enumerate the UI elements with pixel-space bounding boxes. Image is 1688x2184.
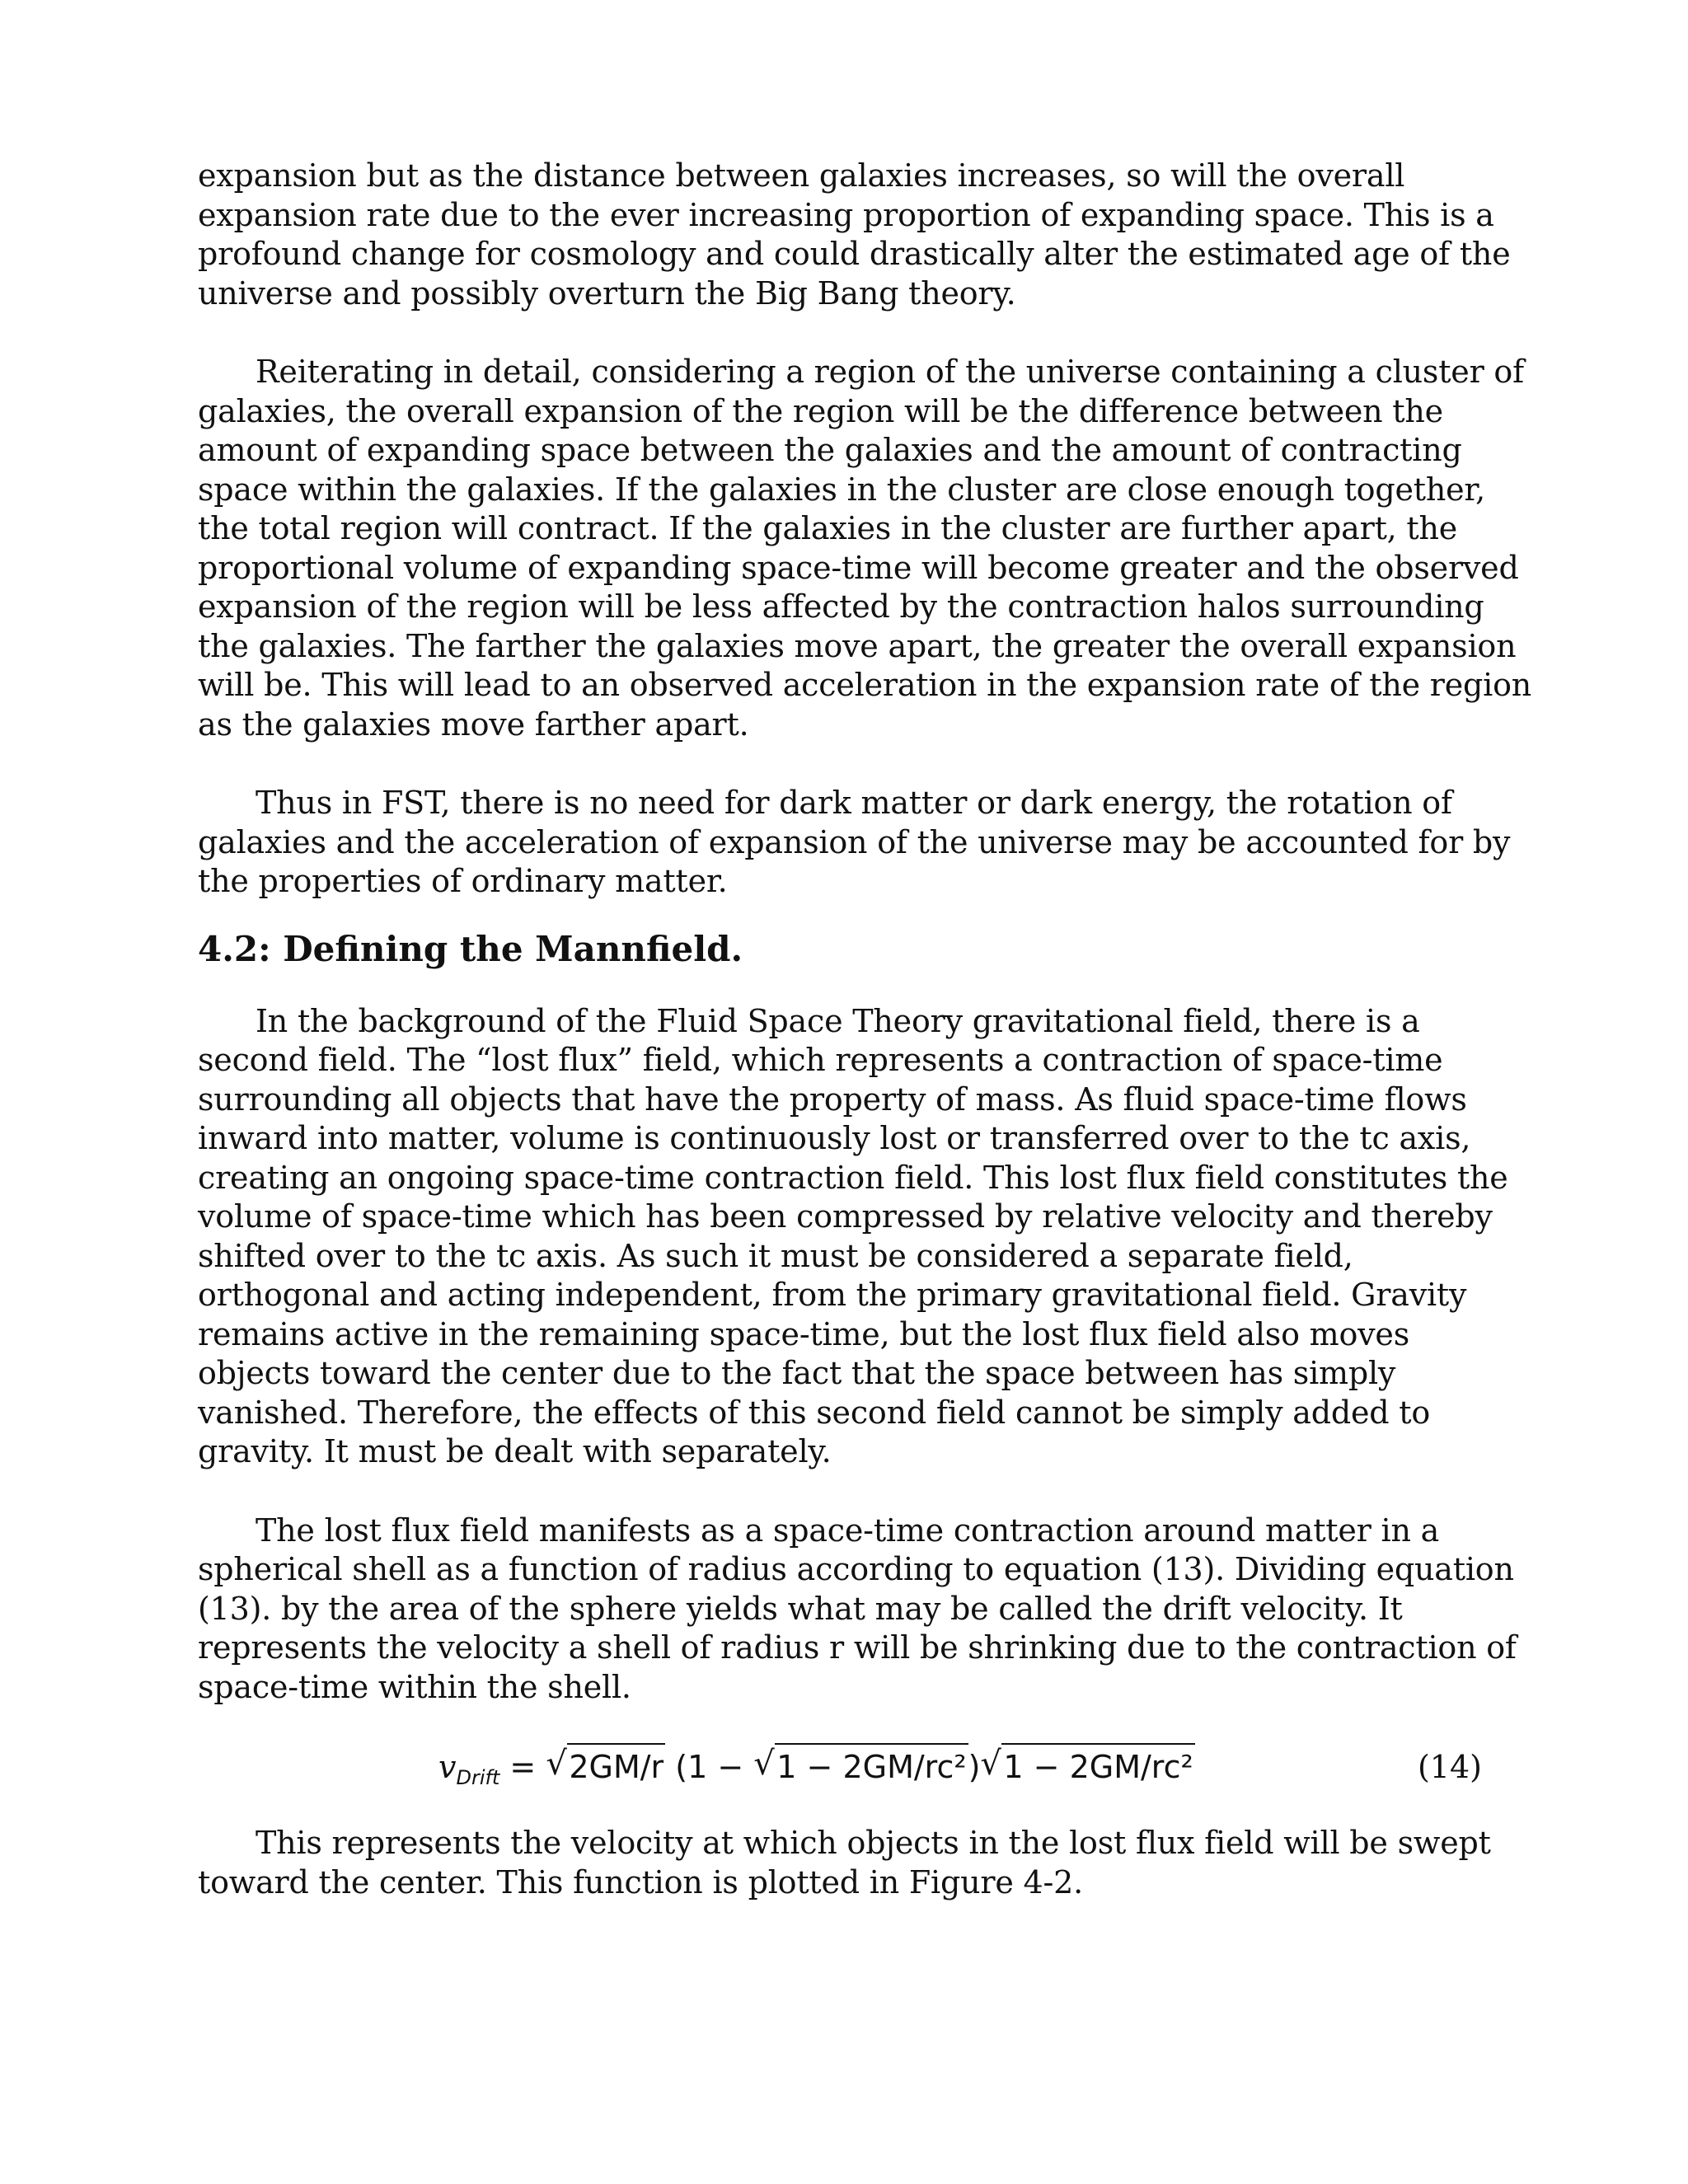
radicand: 1 − 2GM/rc² <box>1001 1743 1194 1788</box>
text-line: space-time within the shell. <box>198 1668 631 1705</box>
text-line: expansion rate due to the ever increasing proportion of expanding space. This is a <box>198 196 1494 233</box>
paragraph-spacer <box>198 744 1484 784</box>
text-line: Reiterating in detail, considering a region of the universe containing a cluster of <box>256 354 1524 390</box>
text-line: gravity. It must be dealt with separately. <box>198 1433 832 1469</box>
text-line: shifted over to the tc axis. As such it must be considered a separate field, <box>198 1237 1353 1274</box>
paragraph-drift-velocity <box>198 1511 1517 1708</box>
text-line: The lost flux field manifests as a space-time contraction around matter in a <box>256 1511 1440 1549</box>
text-line: universe and possibly overturn the Big Bang theory. <box>198 274 1016 312</box>
text-line: Thus in FST, there is no need for dark matter or dark energy, the rotation of <box>256 785 1452 821</box>
radicand: 2GM/r <box>567 1743 665 1788</box>
text-line: expansion but as the distance between galaxies increases, so will the overall <box>198 157 1405 194</box>
text-line: In the background of the Fluid Space Theory gravitational field, there is a <box>256 1002 1420 1039</box>
paragraph-no-dark-matter <box>198 784 1511 902</box>
text-line: profound change for cosmology and could drastically alter the estimated age of the <box>198 236 1511 272</box>
square-root <box>753 1738 968 1796</box>
equation-subscript: Drift <box>456 1766 500 1789</box>
text-line: (13). by the area of the sphere yields what may be called the drift velocity. It <box>198 1590 1403 1627</box>
paragraph-lost-flux-field <box>198 1002 1508 1472</box>
paragraph-spacer <box>198 313 1484 353</box>
text-line: creating an ongoing space-time contraction field. This lost flux field constitutes the <box>198 1159 1508 1196</box>
text-line: the galaxies. The farther the galaxies move apart, the greater the overall expansion <box>198 627 1517 664</box>
text-line: toward the center. This function is plotted in Figure 4-2. <box>198 1863 1084 1900</box>
paragraph-cluster-expansion <box>198 353 1532 744</box>
equation-variable: v <box>438 1749 457 1785</box>
text-line: galaxies, the overall expansion of the region will be the difference between the <box>198 392 1443 429</box>
equation-term: ) <box>968 1749 981 1785</box>
square-root <box>980 1738 1194 1796</box>
text-line: volume of space-time which has been compressed by relative velocity and thereby <box>198 1198 1493 1235</box>
equation-number: (14) <box>1417 1749 1482 1785</box>
text-line: objects toward the center due to the fact that the space between has simply <box>198 1355 1396 1391</box>
text-line: remains active in the remaining space-time, but the lost flux field also moves <box>198 1315 1409 1352</box>
text-line: represents the velocity a shell of radius r will be shrinking due to the contraction of <box>198 1629 1517 1666</box>
text-line: as the galaxies move farther apart. <box>198 705 749 743</box>
paragraph-expansion-rate <box>198 157 1511 313</box>
text-line: vanished. Therefore, the effects of this second field cannot be simply added to <box>198 1394 1431 1431</box>
text-line: the total region will contract. If the galaxies in the cluster are further apart, the <box>198 510 1458 546</box>
text-line: the properties of ordinary matter. <box>198 863 728 899</box>
text-line: proportional volume of expanding space-time will become greater and the observed <box>198 549 1519 586</box>
text-line: spherical shell as a function of radius according to equation (13). Dividing equation <box>198 1551 1514 1587</box>
text-line: galaxies and the acceleration of expansion of the universe may be accounted for by <box>198 823 1511 860</box>
equation-block <box>198 1738 1484 1796</box>
radicand: 1 − 2GM/rc² <box>775 1743 968 1788</box>
text-line: surrounding all objects that have the property of mass. As fluid space-time flows <box>198 1080 1467 1118</box>
paragraph-swept-velocity <box>198 1824 1491 1902</box>
text-line: inward into matter, volume is continuously lost or transferred over to the tc axis, <box>198 1120 1471 1156</box>
paragraph-spacer <box>198 1472 1484 1511</box>
text-line: space within the galaxies. If the galaxies in the cluster are close enough together, <box>198 471 1486 508</box>
equation-equals: = <box>499 1749 546 1785</box>
text-line: second field. The “lost flux” field, which represents a contraction of space-time <box>198 1042 1443 1078</box>
text-line: This represents the velocity at which objects in the lost flux field will be swept <box>256 1825 1491 1861</box>
drift-velocity-equation <box>438 1738 1195 1807</box>
document-page <box>198 157 1532 1902</box>
text-line: amount of expanding space between the galaxies and the amount of contracting <box>198 432 1462 468</box>
section-heading: 4.2: Defining the Mannfield. <box>198 928 743 969</box>
text-line: orthogonal and acting independent, from the primary gravitational field. Gravity <box>198 1277 1467 1313</box>
text-line: will be. This will lead to an observed acceleration in the expansion rate of the region <box>198 667 1532 703</box>
equation-term: (1 − <box>665 1749 754 1785</box>
square-root <box>546 1738 665 1796</box>
text-line: expansion of the region will be less affected by the contraction halos surrounding <box>198 588 1484 625</box>
